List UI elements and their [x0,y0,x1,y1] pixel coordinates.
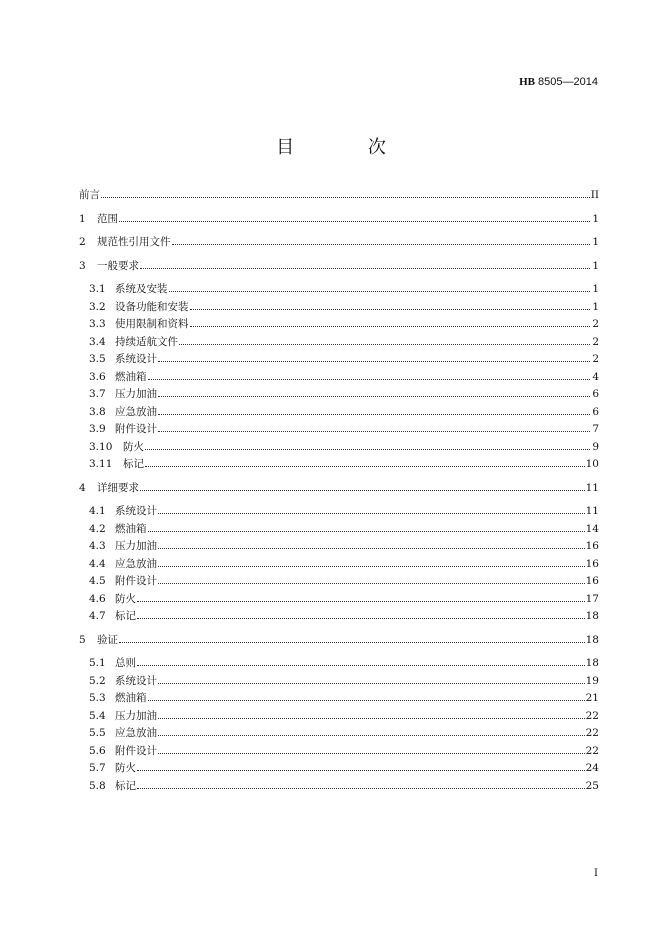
toc-leader-dots [158,513,585,514]
toc-entry-label: 总则 [115,657,136,669]
page-number: I [594,868,598,879]
toc-entry-number: 1 [79,212,86,225]
toc-leader-dots [148,700,585,701]
toc-entry-page: 21 [585,692,599,704]
toc-entry[interactable] [79,187,599,205]
standard-code [519,76,598,88]
toc-leader-dots [158,735,585,736]
toc-entry[interactable] [79,351,599,369]
toc-entry-number: 5.7 [89,762,106,774]
toc-entry-number: 4.5 [89,575,106,587]
toc-entry-number: 4.4 [89,557,106,570]
toc-entry-label: 燃油箱 [115,522,147,535]
toc-entry-page: II [590,189,599,201]
toc-entry-label: 附件设计 [115,575,157,587]
toc-entry-label: 压力加油 [115,709,157,722]
toc-entry[interactable] [79,673,599,691]
toc-entry-label: 系统设计 [115,353,157,365]
toc-leader-dots [119,221,590,222]
toc-leader-dots [145,449,590,450]
toc-entry-label: 系统设计 [115,674,157,687]
toc-entry[interactable] [79,456,599,474]
toc-entry-number: 2 [79,236,86,248]
toc-entry-number: 3.9 [89,423,106,435]
toc-leader-dots [148,531,585,532]
toc-entry-number: 4.2 [89,522,106,535]
toc-entry-label: 验证 [97,633,118,646]
toc-entry[interactable] [79,573,599,591]
toc-entry-page: 24 [585,762,599,774]
toc-leader-dots [158,683,585,684]
toc-entry-number: 5.2 [89,674,106,687]
toc-entry-label: 持续适航文件 [115,335,178,348]
toc-entry-page: 11 [585,505,599,517]
toc-entry-label: 范围 [97,212,118,225]
toc-leader-dots [145,466,585,467]
toc-leader-dots [158,753,585,754]
toc-entry[interactable] [79,421,599,439]
toc-leader-dots [101,197,590,198]
toc-entry-number: 4.1 [89,505,106,517]
toc-entry-page: 22 [585,727,599,739]
table-of-contents [79,187,599,795]
toc-entry[interactable] [79,299,599,317]
toc-leader-dots [158,566,585,567]
toc-entry-page: 6 [592,405,599,418]
toc-entry-page: 16 [585,575,599,587]
toc-leader-dots [179,344,590,345]
toc-entry[interactable] [79,480,599,498]
toc-leader-dots [158,583,585,584]
toc-entry-number: 4.3 [89,540,106,552]
toc-entry[interactable] [79,743,599,761]
toc-entry-label: 标记 [123,458,144,470]
toc-entry-label: 一般要求 [97,259,139,272]
toc-entry[interactable] [79,725,599,743]
toc-entry-page: 9 [592,440,599,453]
toc-entry[interactable] [79,708,599,726]
toc-leader-dots [169,291,591,292]
toc-entry-number: 3.1 [89,283,106,295]
toc-entry-label: 应急放油 [115,405,157,418]
toc-entry[interactable] [79,369,599,387]
toc-entry-number: 4 [79,481,86,494]
toc-entry-label: 标记 [115,779,136,792]
toc-entry[interactable] [79,234,599,252]
toc-leader-dots [158,718,585,719]
toc-entry[interactable] [79,632,599,650]
toc-entry-page: 19 [585,674,599,687]
toc-leader-dots [140,490,585,491]
toc-entry-number: 5.4 [89,709,106,722]
toc-entry-label: 防火 [115,592,136,605]
toc-entry-number: 3.3 [89,318,106,330]
toc-leader-dots [172,244,591,245]
toc-entry-number: 3.2 [89,300,106,313]
toc-entry-page: 11 [585,481,599,494]
toc-entry-page: 25 [585,779,599,792]
toc-entry-page: 16 [585,540,599,552]
toc-entry[interactable] [79,334,599,352]
toc-entry[interactable] [79,439,599,457]
toc-entry-page: 2 [592,353,599,365]
toc-entry-number: 5.3 [89,692,106,704]
toc-entry[interactable] [79,690,599,708]
toc-entry-label: 使用限制和资料 [115,318,189,330]
toc-entry-number: 4.7 [89,610,106,622]
toc-entry-number: 3.7 [89,388,106,400]
toc-entry[interactable] [79,521,599,539]
toc-leader-dots [158,548,585,549]
toc-entry-label: 附件设计 [115,744,157,757]
toc-leader-dots [137,601,585,602]
toc-entry-page: 22 [585,744,599,757]
toc-entry-page: 1 [592,300,599,313]
toc-entry-label: 应急放油 [115,727,157,739]
page-title: 目 次 [276,137,420,158]
toc-entry-number: 5.6 [89,744,106,757]
toc-leader-dots [140,268,590,269]
toc-leader-dots [158,361,590,362]
toc-entry-label: 详细要求 [97,481,139,494]
toc-entry[interactable] [79,316,599,334]
toc-entry[interactable] [79,591,599,609]
toc-leader-dots [137,788,585,789]
toc-entry[interactable] [79,211,599,229]
toc-entry-page: 2 [592,318,599,330]
toc-entry-label: 附件设计 [115,423,157,435]
toc-entry-page: 1 [592,283,599,295]
toc-entry[interactable] [79,608,599,626]
toc-entry-page: 4 [592,370,599,383]
toc-entry-page: 17 [585,592,599,605]
toc-entry[interactable] [79,503,599,521]
toc-leader-dots [137,770,585,771]
toc-entry[interactable] [79,386,599,404]
toc-entry[interactable] [79,258,599,276]
toc-entry-label: 系统及安装 [115,283,168,295]
toc-entry-page: 7 [592,423,599,435]
toc-entry[interactable] [79,556,599,574]
toc-entry-number: 5 [79,633,86,646]
toc-entry-label: 防火 [123,440,144,453]
toc-entry-number: 3 [79,259,86,272]
toc-entry-label: 压力加油 [115,388,157,400]
toc-entry-label: 燃油箱 [115,370,147,383]
toc-leader-dots [190,309,591,310]
toc-entry[interactable] [79,404,599,422]
toc-entry-label: 应急放油 [115,557,157,570]
toc-leader-dots [158,396,590,397]
toc-entry[interactable] [79,760,599,778]
toc-entry-number: 3.4 [89,335,106,348]
toc-entry-page: 6 [592,388,599,400]
toc-entry-label: 压力加油 [115,540,157,552]
toc-entry-label: 系统设计 [115,505,157,517]
toc-entry-number: 5.5 [89,727,106,739]
toc-entry-number: 3.11 [89,458,113,470]
toc-entry-page: 18 [585,610,599,622]
toc-leader-dots [190,326,591,327]
toc-leader-dots [137,665,585,666]
toc-entry-label: 规范性引用文件 [97,236,171,248]
toc-leader-dots [137,618,585,619]
toc-entry-page: 18 [585,633,599,646]
toc-entry-number: 5.8 [89,779,106,792]
toc-entry[interactable] [79,538,599,556]
toc-entry-label: 防火 [115,762,136,774]
toc-entry-page: 2 [592,335,599,348]
toc-entry[interactable] [79,281,599,299]
toc-entry-label: 设备功能和安装 [115,300,189,313]
toc-entry-page: 22 [585,709,599,722]
standard-number: 8505—2014 [538,76,598,88]
toc-leader-dots [148,379,591,380]
toc-entry-number: 3.10 [89,440,113,453]
toc-entry-label: 标记 [115,610,136,622]
toc-entry-number: 3.6 [89,370,106,383]
standard-prefix: HB [519,76,535,88]
toc-leader-dots [158,431,590,432]
toc-entry-page: 1 [592,212,599,225]
toc-entry-number: 4.6 [89,592,106,605]
toc-leader-dots [119,642,585,643]
toc-entry-page: 16 [585,557,599,570]
toc-entry-page: 18 [585,657,599,669]
toc-entry-number: 5.1 [89,657,106,669]
toc-entry[interactable] [79,655,599,673]
toc-entry-page: 10 [585,458,599,470]
toc-entry-label: 前言 [79,189,100,201]
toc-entry-page: 14 [585,522,599,535]
toc-entry-page: 1 [592,259,599,272]
toc-entry-page: 1 [592,236,599,248]
toc-entry-number: 3.5 [89,353,106,365]
toc-entry-label: 燃油箱 [115,692,147,704]
toc-entry-number: 3.8 [89,405,106,418]
toc-leader-dots [158,414,590,415]
toc-entry[interactable] [79,778,599,796]
